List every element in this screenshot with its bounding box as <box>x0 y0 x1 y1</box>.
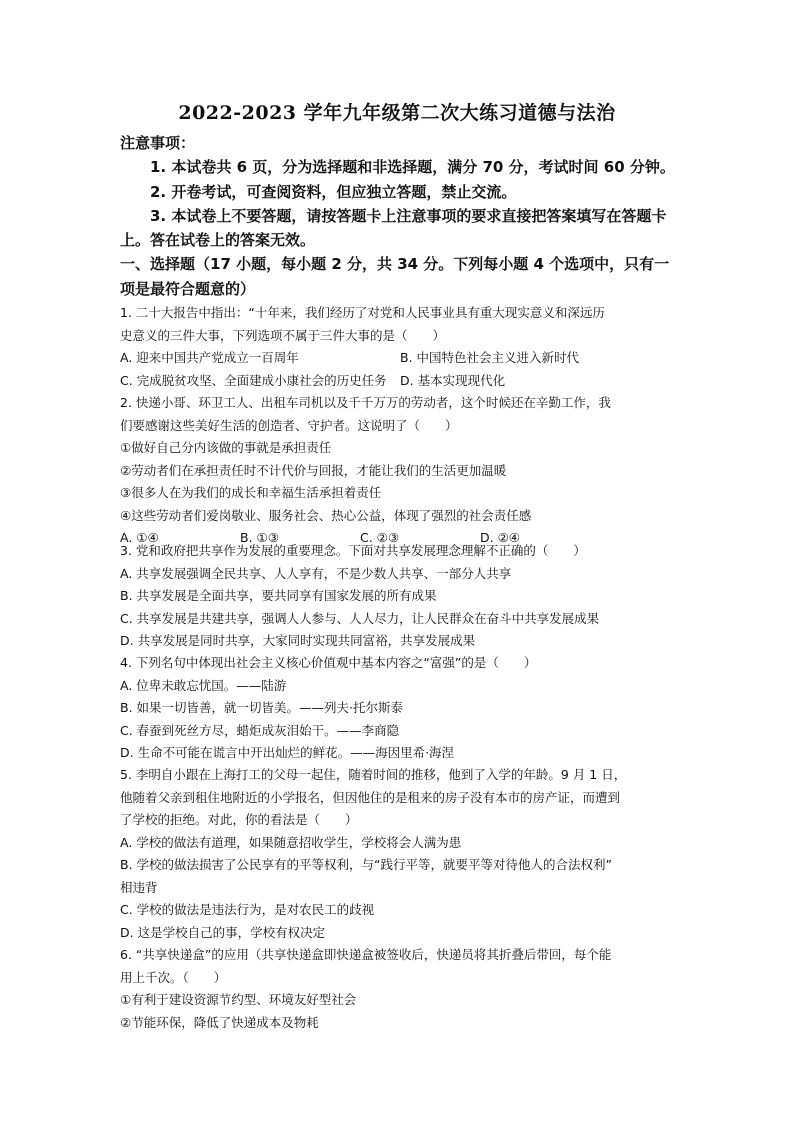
notice-item-2: 2. 开卷考试，可查阅资料，但应独立答题，禁止交流。 <box>150 183 517 201</box>
question-4 <box>120 652 680 765</box>
option-b: B. 中国特色社会主义进入新时代 <box>400 350 580 365</box>
question-stem: 2. 快递小哥、环卫工人、出租车司机以及千千万万的劳动者，这个时候还在辛勤工作，我 <box>120 395 611 410</box>
option-d: D. 共享发展是同时共享，大家同时实现共同富裕，共享发展成果 <box>120 633 476 648</box>
option-b: B. ①③ <box>240 530 279 545</box>
option-b: B. 学校的做法损害了公民享有的平等权利，与“践行平等，就要平等对待他人的合法权利” <box>120 857 612 872</box>
question-1 <box>120 302 680 392</box>
option-c: C. 共享发展是共建共享，强调人人参与、人人尽力，让人民群众在奋斗中共享发展成果 <box>120 610 600 626</box>
exam-title: 2022-2023 学年九年级第二次大练习道德与法治 <box>178 102 616 124</box>
question-3 <box>120 540 680 653</box>
option-a: A. 共享发展强调全民共享、人人享有，不是少数人共享、一部分人共享 <box>120 565 512 581</box>
statement-1: ①做好自己分内该做的事就是承担责任 <box>120 440 332 455</box>
question-stem: 6. “共享快递盒”的应用（共享快递盒即快递盒被签收后，快递员将其折叠后带回，每个能 <box>120 947 612 962</box>
question-stem: 们要感谢这些美好生活的创造者、守护者。这说明了（ ） <box>120 417 458 433</box>
option-b-continued: 相违背 <box>120 879 158 895</box>
question-2 <box>120 392 680 550</box>
question-stem: 5. 李明自小跟在上海打工的父母一起住，随着时间的推移，他到了入学的年龄。9 月 1 日， <box>120 767 627 782</box>
option-a: A. 迎来中国共产党成立一百周年 <box>120 350 299 365</box>
option-b: B. 如果一切皆善，就一切皆美。——列夫·托尔斯泰 <box>120 700 403 715</box>
option-a: A. ①④ <box>120 530 159 545</box>
notice-heading: 注意事项： <box>120 134 196 152</box>
question-stem: 史意义的三件大事，下列选项不属于三件大事的是（ ） <box>120 327 446 343</box>
option-c: C. ②③ <box>360 530 400 545</box>
statement-1: ①有利于建设资源节约型、环境友好型社会 <box>120 992 357 1007</box>
notice-item-3: 3. 本试卷上不要答题，请按答题卡上注意事项的要求直接把答案填写在答题卡上。答在试卷上的答案无效。 <box>120 207 667 249</box>
statement-4: ④这些劳动者们爱岗敬业、服务社会、热心公益，体现了强烈的社会责任感 <box>120 507 532 523</box>
option-b: B. 共享发展是全面共享，要共同享有国家发展的所有成果 <box>120 588 437 603</box>
option-row <box>120 347 680 370</box>
statement-3: ③很多人在为我们的成长和幸福生活承担着责任 <box>120 485 382 500</box>
option-d: D. 这是学校自己的事，学校有权决定 <box>120 924 326 940</box>
question-stem: 4. 下列名句中体现出社会主义核心价值观中基本内容之“富强”的是（ ） <box>120 655 537 670</box>
question-stem: 用上千次。（ ） <box>120 969 227 985</box>
statement-2: ②节能环保，降低了快递成本及物耗 <box>120 1014 319 1030</box>
section-heading: 一、选择题（17 小题，每小题 2 分，共 34 分。下列每小题 4 个选项中，只有一项是最符合题意的） <box>120 255 670 298</box>
question-6 <box>120 944 680 1034</box>
notice-item-1: 1. 本试卷共 6 页，分为选择题和非选择题，满分 70 分，考试时间 60 分钟。 <box>150 158 675 176</box>
option-c: C. 春蚕到死丝方尽，蜡炬成灰泪始干。——李商隐 <box>120 722 400 738</box>
question-stem: 3. 党和政府把共享作为发展的重要理念。下面对共享发展理念理解不正确的（ ） <box>120 543 586 558</box>
option-d: D. ②④ <box>480 530 520 545</box>
question-stem: 他随着父亲到租住地附近的小学报名，但因他住的是租来的房子没有本市的房产证，而遭到 <box>120 789 621 805</box>
question-stem: 了学校的拒绝。对此，你的看法是（ ） <box>120 812 358 827</box>
option-d: D. 基本实现现代化 <box>400 372 506 388</box>
option-c: C. 完成脱贫攻坚、全面建成小康社会的历史任务 <box>120 372 387 388</box>
question-stem: 1. 二十大报告中指出：“十年来，我们经历了对党和人民事业具有重大现实意义和深远历 <box>120 305 605 320</box>
option-a: A. 位卑未敢忘忧国。——陆游 <box>120 677 287 693</box>
option-c: C. 学校的做法是违法行为，是对农民工的歧视 <box>120 902 375 917</box>
option-a: A. 学校的做法有道理，如果随意招收学生，学校将会人满为患 <box>120 834 462 850</box>
option-d: D. 生命不可能在谎言中开出灿烂的鲜花。——海因里希·海涅 <box>120 745 455 760</box>
question-5 <box>120 764 680 944</box>
option-row <box>120 370 680 393</box>
statement-2: ②劳动者们在承担责任时不计代价与回报，才能让我们的生活更加温暖 <box>120 462 507 478</box>
